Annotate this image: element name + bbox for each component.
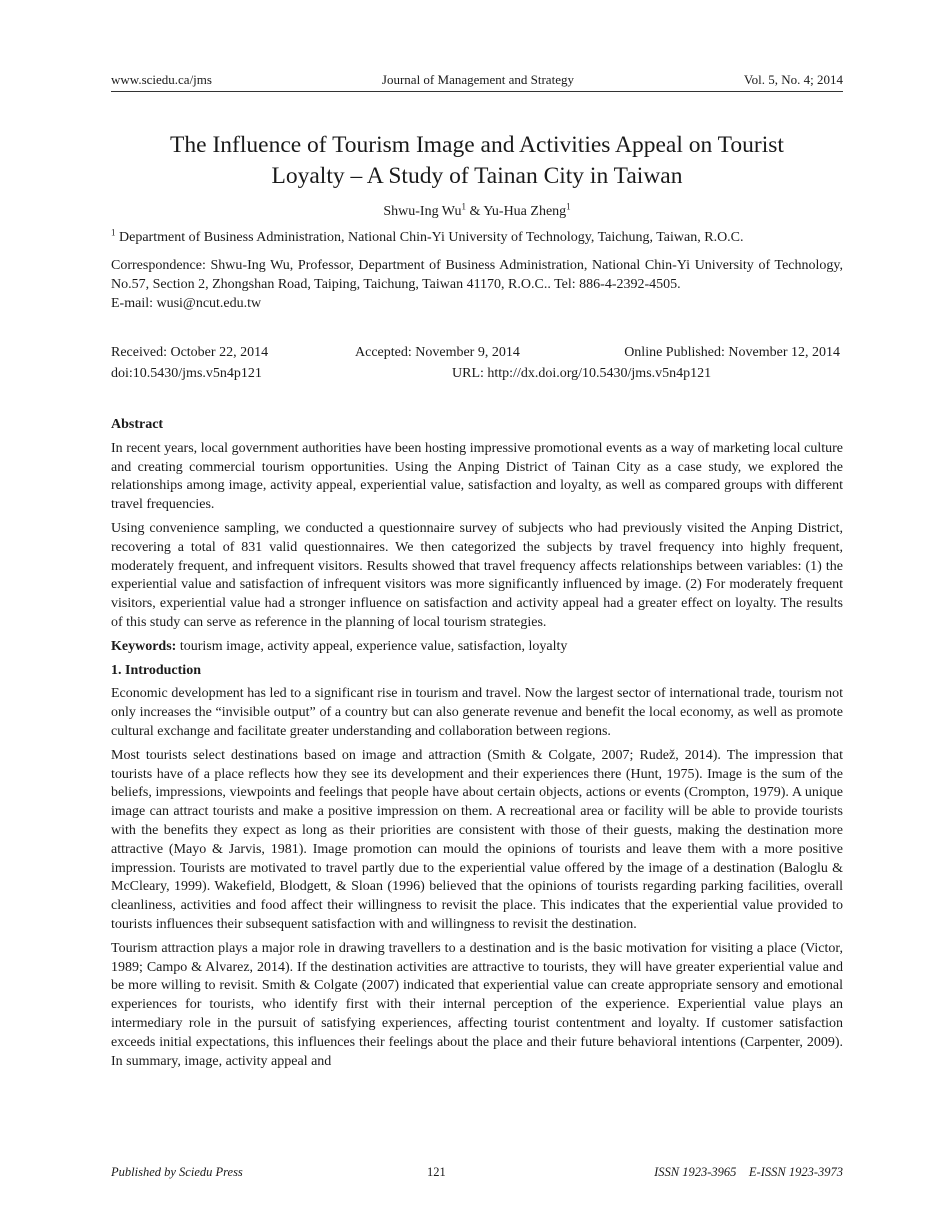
correspondence-text: Correspondence: Shwu-Ing Wu, Professor, Department of Business Administration, National Chin-Yi University of Technology, No.57, Section 2, Zhongshan Road, Taiping, Taichung, Taiwan 41170, R.O.C.. Tel: 886-4-2392-4505. bbox=[111, 258, 843, 292]
published-date: Online Published: November 12, 2014 bbox=[624, 345, 840, 360]
introduction-paragraph-1: Economic development has led to a significant rise in tourism and travel. Now the largest sector of international trade, tourism not only increases the “invisible output” of a country but can also generate revenue and benefit the local economy, as well as promote cultural exchange and facilitate greater understanding and collaboration between regions. bbox=[111, 686, 843, 739]
journal-url: www.sciedu.ca/jms bbox=[111, 72, 212, 87]
keywords bbox=[111, 638, 843, 657]
abstract-paragraph-1: In recent years, local government authorities have been hosting impressive promotional events as a way of marketing local culture and creating commercial tourism opportunities. Using the Anping District of Tainan City as a case study, we explored the relationships among image, activity appeal, experiential value, satisfaction and loyalty, as well as compared groups with different travel frequencies. bbox=[111, 440, 843, 513]
doi-url-link[interactable]: URL: http://dx.doi.org/10.5430/jms.v5n4p121 bbox=[452, 366, 712, 381]
introduction-heading: 1. Introduction bbox=[111, 662, 201, 678]
doi: doi:10.5430/jms.v5n4p121 bbox=[111, 366, 262, 381]
author-1-affil-mark: 1 bbox=[461, 201, 466, 212]
publisher: Published by Sciedu Press bbox=[111, 1165, 243, 1179]
author-2-affil-mark: 1 bbox=[566, 201, 571, 212]
paper-body bbox=[111, 416, 843, 1076]
journal-name: Journal of Management and Strategy bbox=[381, 72, 574, 87]
author-join: & bbox=[465, 204, 484, 219]
author-list bbox=[111, 201, 843, 220]
title-line-1: The Influence of Tourism Image and Activities Appeal on Tourist bbox=[170, 132, 784, 158]
header-divider bbox=[111, 91, 843, 92]
title-line-2: Loyalty – A Study of Tainan City in Taiwan bbox=[271, 163, 683, 189]
publication-dates bbox=[111, 342, 843, 384]
author-1: Shwu-Ing Wu bbox=[383, 204, 462, 219]
correspondence-email: E-mail: wusi@ncut.edu.tw bbox=[111, 296, 262, 311]
page-number: 121 bbox=[427, 1165, 446, 1179]
keywords-text: tourism image, activity appeal, experience value, satisfaction, loyalty bbox=[176, 638, 568, 654]
paper-title bbox=[111, 130, 843, 192]
keywords-label: Keywords: bbox=[111, 638, 177, 654]
introduction-paragraph-3: Tourism attraction plays a major role in drawing travellers to a destination and is the basic motivation for visiting a place (Victor, 1989; Campo & Alvarez, 2014). If the destination activities are attractive to tourists, they will have greater experiential value and be more willing to revisit. Smith & Colgate (2007) indicated that experiential value can create appropriate sensory and emotional experiences for tourists, who identify first with their internal perception of the experience. Experiential value plays an intermediary role in the pursuit of satisfying experiences, affecting tourist contentment and loyalty. If customer satisfaction exceeds initial expectations, this influences their feelings about the place and their future behavioral intentions (Carpenter, 2009). In summary, image, activity appeal and bbox=[111, 940, 843, 1069]
received-date: Received: October 22, 2014 bbox=[111, 345, 269, 360]
abstract-heading: Abstract bbox=[111, 417, 164, 432]
volume-info: Vol. 5, No. 4; 2014 bbox=[743, 72, 843, 87]
introduction-paragraph-2: Most tourists select destinations based on image and attraction (Smith & Colgate, 2007; Rudež, 2014). The impression that tourists have of a place reflects how they see its development and their experiences there (Hunt, 1975). Image is the sum of the beliefs, impressions, viewpoints and feelings that people have about certain objects, actions or events (Crompton, 1979). A unique image can attract tourists and make a positive impression on them. A recreational area or facility will be able to provide tourists with the benefits they expect as long as their priorities are consistent with those of their guests, making the destination more attractive (Mayo & Jarvis, 1981). Image promotion can mould the opinions of tourists and leave them with a more positive impression. Tourists are motivated to travel partly due to the experiential value offered by the image of a destination (Baloglu & McCleary, 1999). Wakefield, Blodgett, & Sloan (1996) believed that the opinions of tourists regarding parking facilities, overall cleanliness, activities and food affect their willingness to revisit the place. This indicates that the experiential value provided to tourists influences their subsequent satisfaction with and willingness to revisit the destination. bbox=[111, 747, 843, 932]
affiliation-text: Department of Business Administration, National Chin-Yi University of Technology, Taichung, Taiwan, R.O.C. bbox=[115, 230, 744, 245]
issn: ISSN 1923-3965 E-ISSN 1923-3973 bbox=[654, 1165, 843, 1179]
author-2: Yu-Hua Zheng bbox=[483, 204, 567, 219]
running-header bbox=[111, 72, 843, 88]
accepted-date: Accepted: November 9, 2014 bbox=[355, 345, 520, 360]
correspondence bbox=[111, 256, 843, 313]
abstract-paragraph-2: Using convenience sampling, we conducted a questionnaire survey of subjects who had previously visited the Anping District, recovering a total of 831 valid questionnaires. We then categorized the subjects by travel frequency into highly frequent, moderately frequent, and infrequent visitors. Results showed that travel frequency affects relationships between variables: (1) the experiential value and satisfaction of infrequent visitors was more significantly influenced by image. (2) For moderately frequent visitors, experiential value had a stronger influence on satisfaction and activity appeal had a greater effect on loyalty. The results of this study can serve as reference in the planning of local tourism strategies. bbox=[111, 520, 843, 630]
affiliation bbox=[111, 227, 843, 246]
affiliation-mark: 1 bbox=[111, 227, 116, 238]
